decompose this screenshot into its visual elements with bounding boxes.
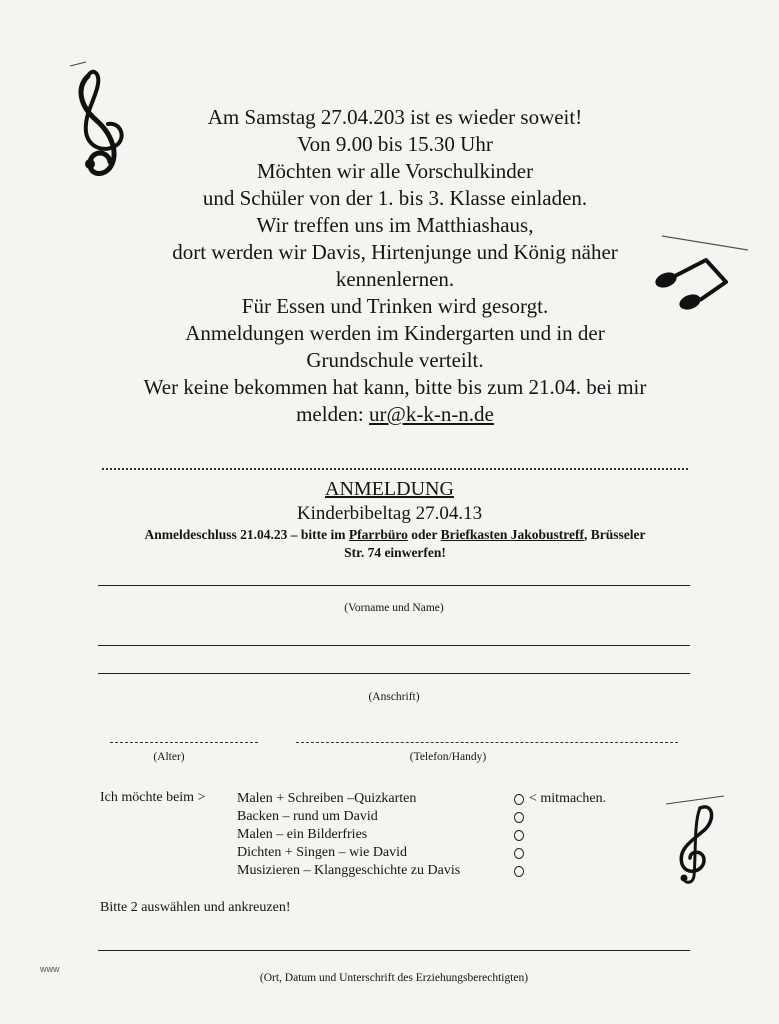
address-field-line-1[interactable]: [98, 645, 690, 646]
treble-clef-icon: [660, 792, 730, 888]
invitation-line: Wir treffen uns im Matthiashaus,: [256, 213, 534, 237]
form-title: ANMELDUNG: [325, 478, 454, 500]
option-checkbox[interactable]: [514, 830, 524, 841]
option-label: Malen + Schreiben –Quizkarten: [237, 791, 417, 806]
invitation-line: und Schüler von der 1. bis 3. Klasse einladen.: [202, 186, 588, 210]
mitmachen-text: < mitmachen.: [529, 791, 607, 806]
address-field-line-2[interactable]: [98, 673, 690, 674]
invitation-line: dort werden wir Davis, Hirtenjunge und König näher: [172, 240, 618, 264]
deadline-street: Str. 74 einwerfen!: [344, 545, 446, 560]
option-checkbox[interactable]: [514, 794, 524, 805]
option-label: Backen – rund um David: [237, 809, 378, 824]
age-caption: (Alter): [153, 751, 185, 763]
event-name: Kinderbibeltag 27.04.13: [296, 503, 483, 524]
deadline-briefkasten: Briefkasten Jakobustreff: [440, 527, 584, 542]
watermark: www: [40, 964, 60, 974]
instruction-text: Bitte 2 auswählen und ankreuzen!: [100, 900, 291, 915]
contact-prefix: melden:: [296, 402, 369, 426]
choice-label: Ich möchte beim >: [100, 790, 206, 805]
deadline-brussel: , Brüsseler: [584, 527, 646, 542]
option-checkbox[interactable]: [514, 848, 524, 859]
signature-field-line[interactable]: [98, 950, 690, 951]
age-field-line[interactable]: [110, 742, 258, 743]
invitation-line-contact: [100, 401, 690, 428]
invitation-line: Anmeldungen werden im Kindergarten und in der: [185, 321, 605, 345]
name-caption: (Vorname und Name): [344, 602, 444, 614]
option-label: Malen – ein Bilderfries: [237, 827, 368, 842]
invitation-line: Am Samstag 27.04.203 ist es wieder soweit!: [207, 105, 583, 129]
invitation-line: Wer keine bekommen hat kann, bitte bis zum 21.04. bei mir: [143, 375, 647, 399]
option-label: Dichten + Singen – wie David: [237, 845, 408, 860]
invitation-text: [100, 104, 690, 428]
signature-caption: (Ort, Datum und Unterschrift des Erziehungsberechtigten): [259, 972, 529, 984]
option-checkbox[interactable]: [514, 866, 524, 877]
deadline-pfarrbuero: Pfarrbüro: [348, 527, 408, 542]
invitation-line: kennenlernen.: [335, 267, 455, 291]
workshop-options: [237, 790, 460, 880]
deadline-text: Anmeldeschluss 21.04.23 – bitte im: [144, 527, 349, 542]
invitation-line: Für Essen und Trinken wird gesorgt.: [241, 294, 549, 318]
option-checkboxes: [514, 790, 606, 880]
deadline-note: [100, 526, 690, 562]
invitation-line: Möchten wir alle Vorschulkinder: [256, 159, 534, 183]
invitation-line: Grundschule verteilt.: [306, 348, 484, 372]
phone-caption: (Telefon/Handy): [409, 751, 487, 763]
deadline-oder: oder: [407, 527, 441, 542]
name-field-line[interactable]: [98, 585, 690, 586]
invitation-line: Von 9.00 bis 15.30 Uhr: [297, 132, 493, 156]
address-caption: (Anschrift): [368, 691, 420, 703]
email-link[interactable]: ur@k-k-n-n.de: [369, 402, 494, 426]
cut-line: [102, 468, 688, 470]
phone-field-line[interactable]: [296, 742, 678, 743]
option-checkbox[interactable]: [514, 812, 524, 823]
option-label: Musizieren – Klanggeschichte zu Davis: [237, 863, 461, 878]
